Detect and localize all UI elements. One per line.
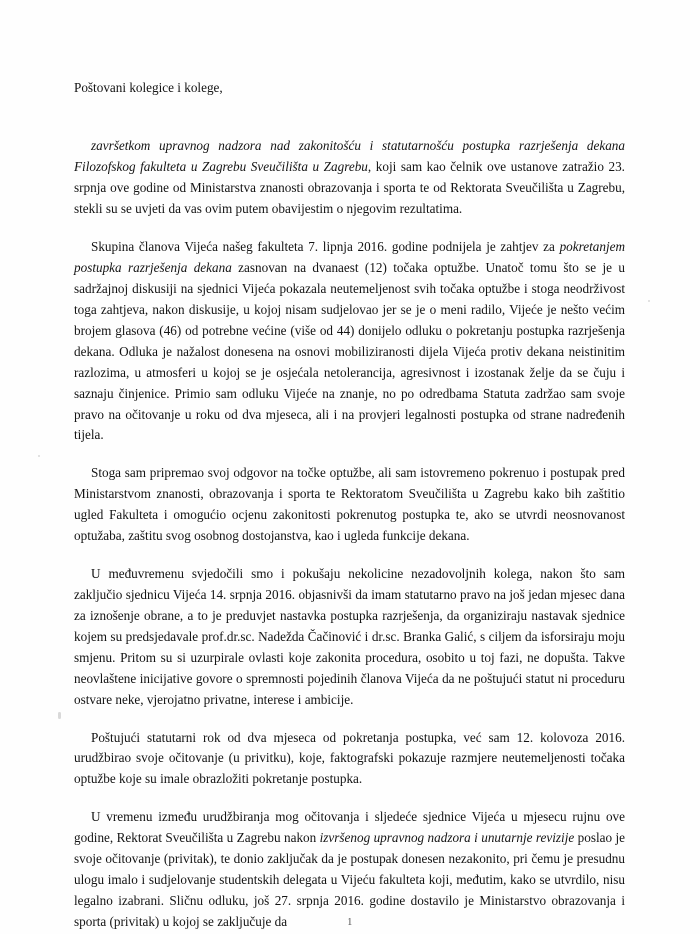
- emphasis-text: pokretanjem postupka razrješenja dekana: [74, 239, 625, 276]
- paper-speck: [58, 712, 61, 719]
- body-text: poslao je svoje očitovanje (privitak), te donio zaključak da je postupak donesen nezakonito, pri čemu je presudnu ulogu imalo i sudjelovanje studentskih delegata u Vijeću fakulteta koji, međutim, kako se utvrdilo, nisu legalno izabrani. Sličnu odluku, još 27. srpnja 2016. godine dostavilo je Ministarstvo obrazovanja i sporta (privitak) u kojoj se zaključuje da: [74, 830, 625, 929]
- paper-speck: [38, 455, 40, 457]
- paragraph: [74, 463, 625, 547]
- emphasis-text: završetkom: [91, 138, 160, 154]
- paragraph: [74, 728, 625, 791]
- body-text: Poštujući statutarni rok od dva mjeseca od pokretanja postupka, već sam 12. kolovoza 2016. urudžbirao svoje očitovanje (u privitku), koje, faktografski pokazuje razmjere neutemeljenosti točaka optužbe koje su imale obrazložiti pokretanje postupka.: [74, 729, 625, 787]
- document-text-body: [74, 78, 625, 933]
- body-text: U međuvremenu svjedočili smo i pokušaju nekolicine nezadovoljnih kolega, nakon što sam zaključio sjednicu Vijeća 14. srpnja 2016. objasnivši da imam statutarno pravo na još jedan mjesec dana za iznošenje obrane, a to je preduvjet nastavka postupka razrješenja, da organiziraju nastavak sjednice kojem su predsjedavale prof.dr.sc. Nadežda Čačinović i dr.sc. Branka Galić, s ciljem da isforsiraju moju smjenu. Pritom su si uzurpirale ovlasti koje zakonita procedura, osobito u toj fazi, ne dopušta. Takve neovlaštene inicijative govore o spremnosti pojedinih članova Vijeća da ne poštujući statut ni proceduru ostvare neke, vjerojatno privatne, interese i ambicije.: [74, 566, 625, 707]
- paragraph-list: [74, 136, 625, 932]
- paragraph: [74, 807, 625, 933]
- body-text: U vremenu između urudžbiranja mog očitovanja i sljedeće sjednice Vijeća u mjesecu rujnu ove godine, Rektorat Sveučilišta u Zagrebu nakon: [74, 809, 625, 846]
- body-text: , koji sam kao čelnik ove ustanove zatražio 23. srpnja ove godine od Ministarstva znanosti obrazovanja i sporta te od Rektorata Sveučilišta u Zagrebu, stekli su se uvjeti da vas ovim putem obavijestim o njegovim rezultatima.: [74, 159, 625, 217]
- paragraph: [74, 237, 625, 446]
- body-text: Stoga sam pripremao svoj odgovor na točke optužbe, ali sam istovremeno pokrenuo i postupak pred Ministarstvom znanosti, obrazovanja i sporta te Rektoratom Sveučilišta u Zagrebu kako bih zaštitio ugled Fakulteta i omogućio ocjenu zakonitosti pokrenutog postupka te, ako se utvrdi neosnovanost optužaba, zaštitu svog osobnog dostojanstva, kao i ugleda funkcije dekana.: [74, 465, 625, 544]
- emphasis-text: izvršenog upravnog nadzora i unutarnje revizije: [319, 830, 575, 846]
- body-text: Skupina članova Vijeća našeg fakulteta 7. lipnja 2016. godine podnijela je zahtjev za: [91, 239, 560, 255]
- emphasis-text: upravnog nadzora nad zakonitošću i statutarnošću postupka razrješenja dekana Filozofskog fakulteta u Zagrebu Sveučilišta u Zagrebu: [74, 138, 625, 175]
- paragraph: [74, 564, 625, 710]
- body-text: zasnovan na dvanaest (12) točaka optužbe. Unatoč tomu što se je u sadržajnoj diskusiji na sjednici Vijeća pokazala neutemeljenost svih točaka optužbe i stoga neodrživost toga zahtjeva, nakon diskusije, u kojoj nisam sudjelovao jer se je o meni radilo, Vijeće je nešto većim brojem glasova (46) od potrebne većine (više od 44) donijelo odluku o pokretanju postupka razrješenja dekana. Odluka je nažalost donesena na osnovi mobiliziranosti dijela Vijeća protiv dekana neistinitim razlozima, u atmosferi u kojoj se je osjećala netolerancija, agresivnost i izostanak želje da se čuju i saznaju činjenice. Primio sam odluku Vijeće na znanje, no po odredbama Statuta zadržao sam svoje pravo na očitovanje u roku od dva mjeseca, ali i na provjeri legalnosti postupka od strane nadređenih tijela.: [74, 260, 625, 443]
- paragraph: [74, 136, 625, 220]
- paper-speck: [648, 300, 650, 302]
- page-number: 1: [347, 917, 353, 928]
- salutation: Poštovani kolegice i kolege,: [74, 80, 223, 95]
